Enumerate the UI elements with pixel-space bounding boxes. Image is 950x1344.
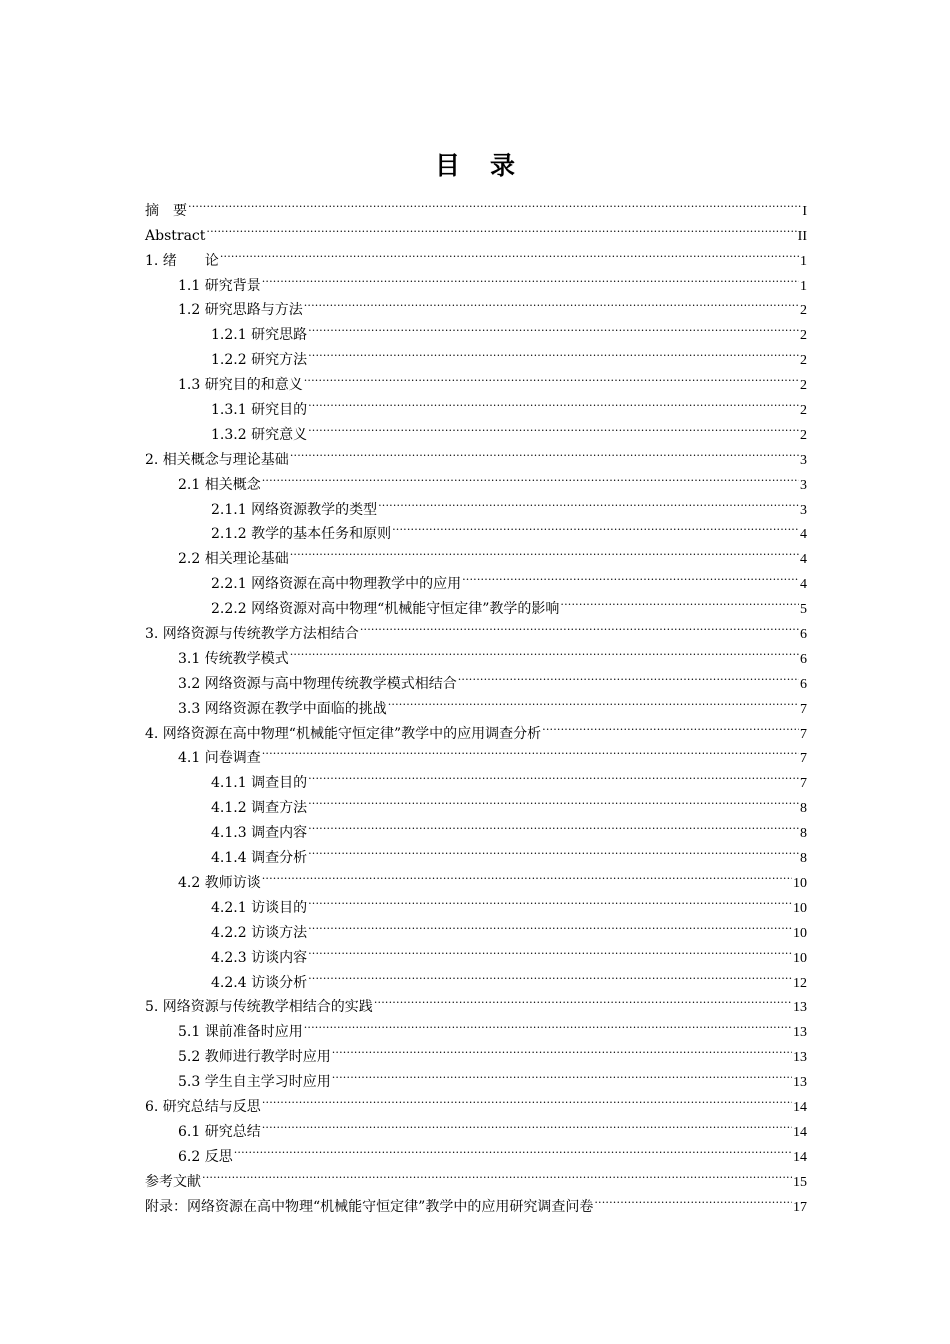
toc-entry-label: 4.1.1 调查目的 bbox=[211, 775, 308, 792]
toc-entry-label: 2.1.1 网络资源教学的类型 bbox=[211, 501, 378, 518]
toc-entry-label: 4.2 教师访谈 bbox=[178, 874, 261, 891]
toc-dot-leader bbox=[304, 1011, 792, 1036]
toc-entry-label: 1.1 研究背景 bbox=[178, 277, 261, 294]
toc-entry-label: 4.2.4 访谈分析 bbox=[211, 974, 308, 991]
toc-dot-leader bbox=[262, 1086, 792, 1111]
toc-entry-label: 5.1 课前准备时应用 bbox=[178, 1024, 303, 1041]
toc-entry-page-number: 15 bbox=[793, 1174, 807, 1190]
toc-title-second-char: 录 bbox=[490, 151, 516, 180]
toc-entry-label: 1.3.1 研究目的 bbox=[211, 402, 308, 419]
toc-dot-leader bbox=[308, 937, 792, 962]
toc-entry-page-number: 14 bbox=[793, 1099, 807, 1115]
toc-entry-page-number: 2 bbox=[800, 353, 807, 369]
toc-entry-label: 3.2 网络资源与高中物理传统教学模式相结合 bbox=[178, 675, 457, 692]
toc-entry-page-number: 6 bbox=[800, 627, 807, 643]
toc-entry-label: 4.1.2 调查方法 bbox=[211, 800, 308, 817]
toc-entry-page-number: 7 bbox=[800, 701, 807, 717]
toc-entry-label: 5. 网络资源与传统教学相结合的实践 bbox=[145, 999, 373, 1016]
toc-entry[interactable] bbox=[145, 215, 807, 244]
toc-entry-page-number: 14 bbox=[793, 1124, 807, 1140]
toc-dot-leader bbox=[290, 638, 799, 663]
toc-dot-leader bbox=[308, 762, 799, 787]
toc-entry-page-number: 13 bbox=[793, 1075, 807, 1091]
toc-dot-leader bbox=[308, 812, 799, 837]
toc-entry[interactable] bbox=[145, 265, 807, 294]
toc-entry-page-number: 12 bbox=[793, 975, 807, 991]
toc-dot-leader bbox=[308, 962, 792, 987]
toc-dot-leader bbox=[458, 663, 799, 688]
toc-entry-page-number: 2 bbox=[800, 403, 807, 419]
toc-dot-leader bbox=[262, 1111, 792, 1136]
toc-dot-leader bbox=[308, 837, 799, 862]
toc-dot-leader bbox=[392, 514, 799, 539]
toc-dot-leader bbox=[378, 489, 799, 514]
toc-entry-page-number: 17 bbox=[793, 1199, 807, 1215]
toc-entry-page-number: II bbox=[797, 228, 807, 244]
toc-entry-label: 2.2 相关理论基础 bbox=[178, 551, 289, 568]
toc-entry-label: 3.1 传统教学模式 bbox=[178, 650, 289, 667]
toc-entry-page-number: 10 bbox=[793, 900, 807, 916]
toc-dot-leader bbox=[188, 190, 801, 215]
toc-entry-page-number: 2 bbox=[800, 303, 807, 319]
toc-entry-label: 4.1.4 调查分析 bbox=[211, 850, 308, 867]
toc-entry-label: 4. 网络资源在高中物理“机械能守恒定律”教学中的应用调查分析 bbox=[145, 725, 542, 742]
toc-title-first-char: 目 bbox=[434, 151, 460, 180]
toc-dot-leader bbox=[462, 563, 799, 588]
toc-entry-label: Abstract bbox=[145, 227, 206, 244]
toc-entry-label: 附录：网络资源在高中物理“机械能守恒定律”教学中的应用研究调查问卷 bbox=[145, 1198, 594, 1215]
toc-dot-leader bbox=[388, 688, 799, 713]
toc-entry-page-number: 3 bbox=[800, 502, 807, 518]
toc-dot-leader bbox=[202, 1161, 792, 1186]
toc-entry-label: 1.3 研究目的和意义 bbox=[178, 377, 303, 394]
toc-entry-label: 3. 网络资源与传统教学方法相结合 bbox=[145, 626, 359, 643]
toc-dot-leader bbox=[262, 738, 799, 763]
toc-dot-leader bbox=[308, 414, 799, 439]
toc-dot-leader bbox=[234, 1136, 792, 1161]
toc-entry-label: 2.1 相关概念 bbox=[178, 476, 261, 493]
toc-entry-label: 1. 绪 论 bbox=[145, 252, 219, 269]
toc-entry-label: 2.2.2 网络资源对高中物理“机械能守恒定律”教学的影响 bbox=[211, 601, 560, 618]
toc-dot-leader bbox=[262, 862, 792, 887]
toc-title bbox=[0, 148, 950, 184]
toc-entry-page-number: 13 bbox=[793, 1000, 807, 1016]
toc-entry-label: 1.2 研究思路与方法 bbox=[178, 302, 303, 319]
toc-entry[interactable] bbox=[145, 1186, 807, 1215]
toc-dot-leader bbox=[308, 787, 799, 812]
toc-entry-page-number: 10 bbox=[793, 950, 807, 966]
toc-entry-label: 1.2.2 研究方法 bbox=[211, 352, 308, 369]
toc-dot-leader bbox=[308, 912, 792, 937]
toc-dot-leader bbox=[594, 1186, 792, 1211]
toc-dot-leader bbox=[542, 713, 799, 738]
toc-entry-page-number: I bbox=[802, 203, 807, 219]
toc-entry-label: 2.2.1 网络资源在高中物理教学中的应用 bbox=[211, 576, 462, 593]
toc-entry-label: 5.3 学生自主学习时应用 bbox=[178, 1074, 331, 1091]
toc-entry-page-number: 14 bbox=[793, 1149, 807, 1165]
toc-entry-page-number: 10 bbox=[793, 875, 807, 891]
toc-entry-page-number: 4 bbox=[800, 577, 807, 593]
toc-dot-leader bbox=[360, 613, 799, 638]
toc-entry-label: 参考文献 bbox=[145, 1173, 201, 1190]
toc-entry-page-number: 4 bbox=[800, 552, 807, 568]
toc-entry-page-number: 5 bbox=[800, 602, 807, 618]
toc-entry-label: 4.2.2 访谈方法 bbox=[211, 924, 308, 941]
toc-dot-leader bbox=[262, 464, 799, 489]
toc-dot-leader bbox=[304, 364, 799, 389]
toc-entry-page-number: 13 bbox=[793, 1025, 807, 1041]
toc-dot-leader bbox=[290, 538, 799, 563]
toc-entry[interactable] bbox=[145, 240, 807, 269]
toc-entry-page-number: 2 bbox=[800, 427, 807, 443]
toc-dot-leader bbox=[308, 314, 799, 339]
toc-entry-page-number: 7 bbox=[800, 751, 807, 767]
toc-dot-leader bbox=[220, 240, 799, 265]
toc-entry-label: 1.3.2 研究意义 bbox=[211, 426, 308, 443]
toc-entry-page-number: 2 bbox=[800, 328, 807, 344]
toc-entry-page-number: 4 bbox=[800, 527, 807, 543]
toc-entry-label: 4.1.3 调查内容 bbox=[211, 825, 308, 842]
toc-entry-label: 2.1.2 教学的基本任务和原则 bbox=[211, 526, 392, 543]
toc-dot-leader bbox=[308, 339, 799, 364]
toc-entry-page-number: 1 bbox=[800, 278, 807, 294]
toc-entry-page-number: 6 bbox=[800, 651, 807, 667]
toc-entry-label: 6.1 研究总结 bbox=[178, 1123, 261, 1140]
toc-dot-leader bbox=[304, 290, 799, 315]
toc-dot-leader bbox=[206, 215, 796, 240]
toc-dot-leader bbox=[290, 439, 799, 464]
toc-entry-page-number: 13 bbox=[793, 1050, 807, 1066]
toc-entry[interactable] bbox=[145, 1136, 807, 1165]
toc-entry-page-number: 6 bbox=[800, 676, 807, 692]
toc-entry-label: 5.2 教师进行教学时应用 bbox=[178, 1049, 331, 1066]
toc-entry-page-number: 3 bbox=[800, 477, 807, 493]
toc-entry-label: 6. 研究总结与反思 bbox=[145, 1098, 261, 1115]
toc-dot-leader bbox=[560, 588, 799, 613]
toc-entry-page-number: 7 bbox=[800, 726, 807, 742]
toc-entry[interactable] bbox=[145, 1161, 807, 1190]
toc-entry-page-number: 10 bbox=[793, 925, 807, 941]
toc-entry-page-number: 1 bbox=[800, 253, 807, 269]
toc-list bbox=[145, 190, 807, 1215]
toc-entry-label: 4.2.1 访谈目的 bbox=[211, 899, 308, 916]
toc-dot-leader bbox=[332, 1061, 792, 1086]
toc-entry-page-number: 8 bbox=[800, 801, 807, 817]
toc-entry-page-number: 7 bbox=[800, 776, 807, 792]
toc-entry-page-number: 2 bbox=[800, 378, 807, 394]
toc-entry-label: 摘 要 bbox=[145, 202, 187, 219]
toc-dot-leader bbox=[374, 987, 792, 1012]
toc-entry-page-number: 8 bbox=[800, 851, 807, 867]
toc-entry-label: 3.3 网络资源在教学中面临的挑战 bbox=[178, 700, 387, 717]
toc-entry-page-number: 3 bbox=[800, 452, 807, 468]
toc-entry-label: 4.2.3 访谈内容 bbox=[211, 949, 308, 966]
toc-entry[interactable] bbox=[145, 190, 807, 219]
toc-dot-leader bbox=[308, 887, 792, 912]
toc-entry-label: 1.2.1 研究思路 bbox=[211, 327, 308, 344]
toc-dot-leader bbox=[262, 265, 799, 290]
toc-entry-label: 6.2 反思 bbox=[178, 1148, 233, 1165]
toc-dot-leader bbox=[332, 1036, 792, 1061]
toc-entry-label: 4.1 问卷调查 bbox=[178, 750, 261, 767]
toc-dot-leader bbox=[308, 389, 799, 414]
toc-entry-page-number: 8 bbox=[800, 826, 807, 842]
toc-entry-label: 2. 相关概念与理论基础 bbox=[145, 451, 289, 468]
